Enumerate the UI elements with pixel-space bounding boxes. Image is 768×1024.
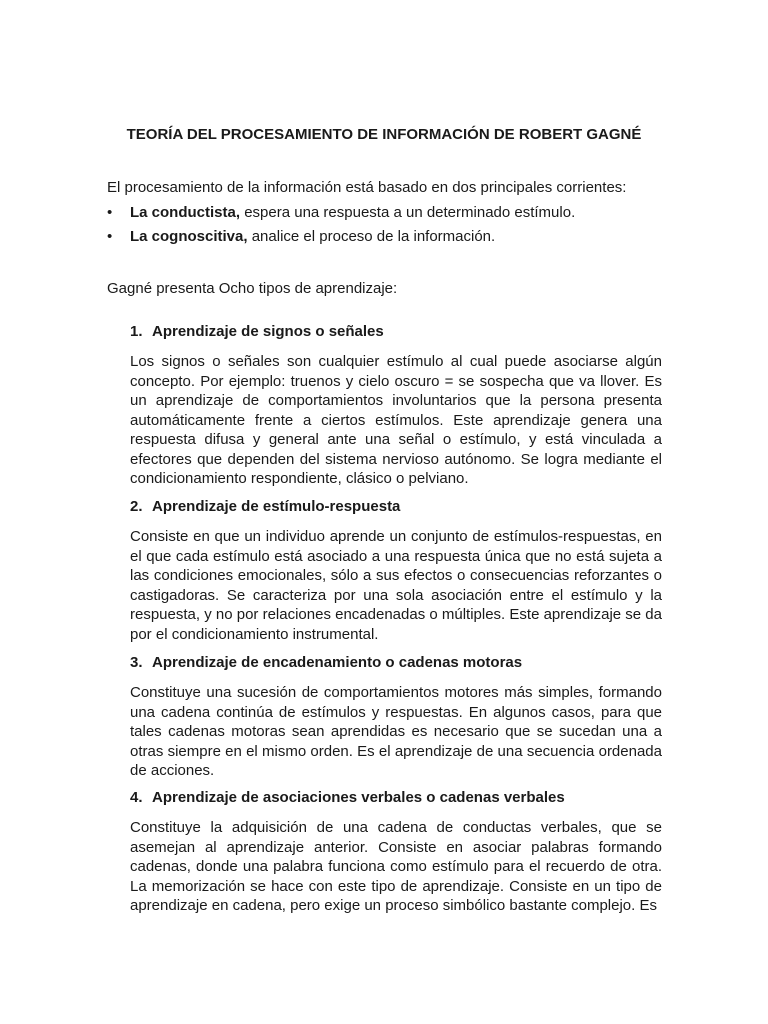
list-item bbox=[107, 227, 575, 251]
section-body: Constituye una sucesión de comportamientos motores más simples, formando una cadena continúa de estímulos y respuestas. En algunos casos, para que tales cadenas motoras sean aprendidas es necesario que se sucedan una a otras siempre en el mismo orden. Es el aprendizaje de una secuencia ordenada de acciones. bbox=[130, 684, 662, 779]
section-number: 3. bbox=[130, 654, 143, 671]
intro-paragraph: El procesamiento de la información está basado en dos principales corrientes: bbox=[107, 179, 627, 196]
bullet-term: La conductista, bbox=[130, 204, 241, 221]
section-heading-text: Aprendizaje de estímulo-respuesta bbox=[152, 498, 401, 515]
section-number: 1. bbox=[130, 323, 143, 340]
bullet-term: La cognoscitiva, bbox=[130, 228, 248, 245]
section-asociaciones-verbales bbox=[130, 788, 662, 916]
section-heading bbox=[130, 497, 662, 517]
bullet-marker: • bbox=[107, 228, 113, 245]
section-number: 2. bbox=[130, 498, 143, 515]
section-estimulo-respuesta bbox=[130, 497, 662, 644]
section-heading bbox=[130, 788, 662, 808]
document-title: TEORÍA DEL PROCESAMIENTO DE INFORMACIÓN DE ROBERT GAGNÉ bbox=[126, 126, 642, 143]
list-item bbox=[107, 203, 575, 227]
section-heading-text: Aprendizaje de encadenamiento o cadenas motoras bbox=[152, 654, 523, 671]
section-encadenamiento bbox=[130, 653, 662, 781]
section-heading bbox=[130, 653, 662, 673]
bullet-text: espera una respuesta a un determinado estímulo. bbox=[240, 204, 576, 221]
section-heading-text: Aprendizaje de asociaciones verbales o cadenas verbales bbox=[152, 789, 565, 806]
section-heading-text: Aprendizaje de signos o señales bbox=[152, 323, 384, 340]
section-body: Los signos o señales son cualquier estímulo al cual puede asociarse algún concepto. Por ejemplo: truenos y cielo oscuro = se sospecha que va llover. Es un aprendizaje de comportamientos involuntarios que la persona presenta automáticamente frente a ciertos estímulos. Este aprendizaje genera una respuesta difusa y general ante una señal o estímulo, y está vinculada a efectores que dependen del sistema nervioso autónomo. Se logra mediante el condicionamiento respondiente, clásico o pelviano. bbox=[130, 353, 662, 487]
lead-paragraph: Gagné presenta Ocho tipos de aprendizaje: bbox=[107, 280, 398, 297]
bullet-marker: • bbox=[107, 204, 113, 221]
section-body: Constituye la adquisición de una cadena de conductas verbales, que se asemejan al aprendizaje anterior. Consiste en asociar palabras formando cadenas, donde una palabra funciona como estímulo para el recuerdo de otra. La memorización se hace con este tipo de aprendizaje. Consiste en un tipo de aprendizaje en cadena, pero exige un proceso simbólico bastante complejo. Es bbox=[130, 819, 662, 914]
section-heading bbox=[130, 322, 662, 342]
section-signos bbox=[130, 322, 662, 489]
bullet-list bbox=[107, 203, 575, 251]
section-number: 4. bbox=[130, 789, 143, 806]
bullet-text: analice el proceso de la información. bbox=[247, 228, 496, 245]
section-body: Consiste en que un individuo aprende un conjunto de estímulos-respuestas, en el que cada estímulo está asociado a una respuesta única que no está sujeta a las condiciones emocionales, sólo a sus efectos o consecuencias reforzantes o castigadoras. Se caracteriza por una sola asociación entre el estímulo y la respuesta, y no por relaciones encadenadas o múltiples. Este aprendizaje se da por el condicionamiento instrumental. bbox=[130, 528, 662, 643]
